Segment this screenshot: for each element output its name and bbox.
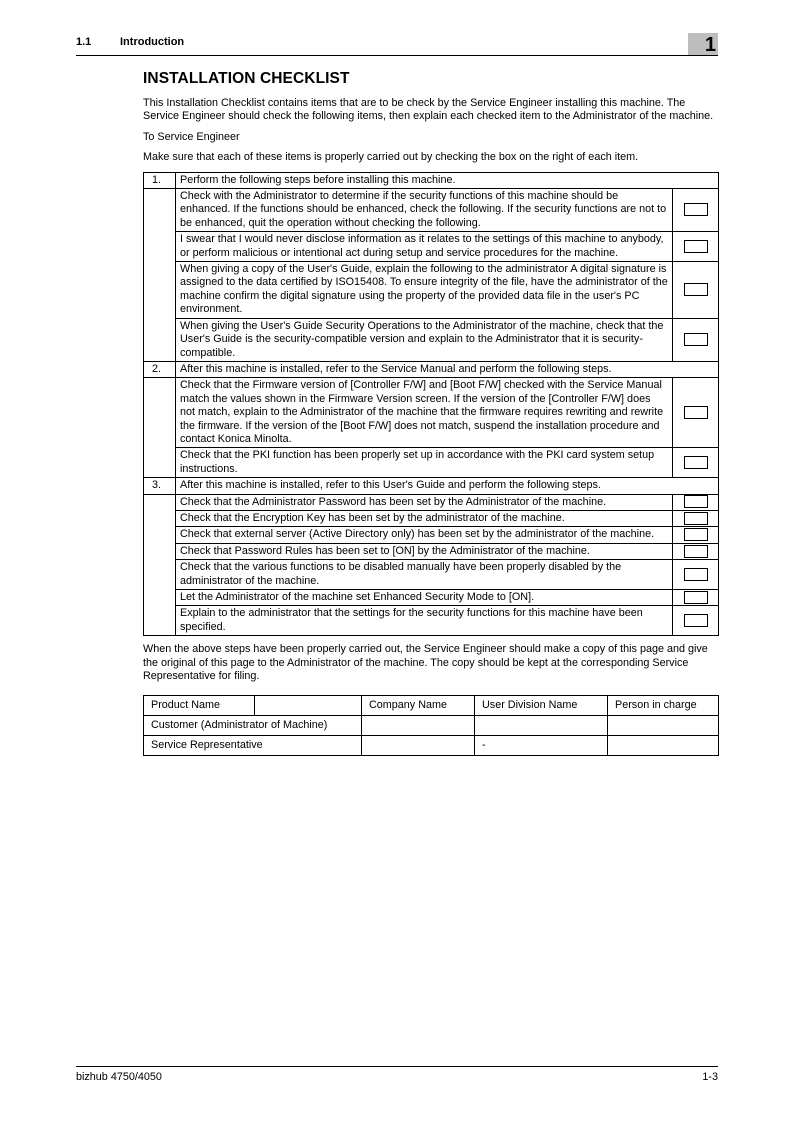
checkbox[interactable] [684,568,708,581]
footer-rule [76,1066,718,1068]
indent-cell [144,189,176,232]
service-rep-division: - [475,736,608,756]
checklist-item [144,318,719,361]
checkbox-cell[interactable] [673,543,719,559]
closing-paragraph: When the above steps have been properly carried out, the Service Engineer should make a copy of this page and give the original of this page to the Administrator of the machine. The copy should be kept at the corresponding Service Representative for filing. [143,643,708,683]
checkbox[interactable] [684,333,708,346]
item-text: Check that the Administrator Password has been set by the Administrator of the machine. [176,494,673,510]
step-number: 1. [144,172,176,188]
checkbox-cell[interactable] [673,510,719,526]
checkbox-cell[interactable] [673,527,719,543]
checklist-item [144,494,719,510]
item-text: Let the Administrator of the machine set Enhanced Security Mode to [ON]. [176,590,673,606]
product-name-value[interactable] [255,696,362,716]
indent-cell [144,510,176,526]
page-title: INSTALLATION CHECKLIST [143,70,350,87]
service-rep-company[interactable] [362,736,475,756]
indent-cell [144,543,176,559]
service-rep-label: Service Representative [144,736,362,756]
step-heading: Perform the following steps before installing this machine. [176,172,719,188]
item-text: Check that external server (Active Directory only) has been set by the administrator of the machine. [176,527,673,543]
indent-cell [144,262,176,319]
step-row [144,478,719,494]
intro-paragraph: This Installation Checklist contains items that are to be check by the Service Engineer installing this machine. The Service Engineer should check the following items, then explain each checked item to the Administrator of the machine. [143,97,714,123]
info-row [144,696,719,716]
customer-person[interactable] [608,716,719,736]
item-text: I swear that I would never disclose information as it relates to the settings of this machine to anybody, or perform malicious or intentional act during setup and service procedures for the machine. [176,232,673,262]
checklist-item [144,590,719,606]
checklist-item [144,543,719,559]
checkbox-cell[interactable] [673,232,719,262]
company-name-label: Company Name [362,696,475,716]
checkbox[interactable] [684,406,708,419]
checkbox-cell[interactable] [673,448,719,478]
checklist-item [144,606,719,636]
page-content [143,70,719,756]
step-number: 2. [144,361,176,377]
item-text: Check that the PKI function has been properly set up in accordance with the PKI card system setup instructions. [176,448,673,478]
section-number: 1.1 [76,36,92,48]
user-division-label: User Division Name [475,696,608,716]
item-text: Check that the Firmware version of [Controller F/W] and [Boot F/W] checked with the Service Manual match the values shown in the Firmware Version screen. If the version of the [Controller F/W] does not match, explain to the Administrator of the machine that the firmware requires rewriting and rewrite the firmware. If the version of the [Boot F/W] does not match, suspend the installation procedure and contact Konica Minolta. [176,378,673,448]
service-rep-person[interactable] [608,736,719,756]
checklist-item [144,560,719,590]
item-text: Check that Password Rules has been set to [ON] by the Administrator of the machine. [176,543,673,559]
section-title: Introduction [120,36,185,48]
item-text: When giving a copy of the User's Guide, explain the following to the administrator A digital signature is assigned to the data certified by ISO15408. To ensure integrity of the file, have the administrator of the machine confirm the digital signature using the property of the provided data file in the user's PC environment. [176,262,673,319]
footer-model: bizhub 4750/4050 [76,1071,162,1083]
customer-label: Customer (Administrator of Machine) [144,716,362,736]
indent-cell [144,527,176,543]
step-number: 3. [144,478,176,494]
info-table [143,695,719,756]
item-text: Check that the various functions to be disabled manually have been properly disabled by the administrator of the machine. [176,560,673,590]
info-row [144,716,719,736]
item-text: When giving the User's Guide Security Operations to the Administrator of the machine, check that the User's Guide is the security-compatible version and explain to the Administrator that it is security-compatible. [176,318,673,361]
person-in-charge-label: Person in charge [608,696,719,716]
indent-cell [144,232,176,262]
checklist-item [144,262,719,319]
checkbox-cell[interactable] [673,606,719,636]
checklist-item [144,189,719,232]
customer-company[interactable] [362,716,475,736]
checklist-item [144,527,719,543]
checkbox[interactable] [684,528,708,541]
checkbox-cell[interactable] [673,590,719,606]
footer-page-number: 1-3 [702,1071,718,1083]
item-text: Check that the Encryption Key has been set by the administrator of the machine. [176,510,673,526]
checklist-item [144,232,719,262]
indent-cell [144,560,176,590]
checkbox-cell[interactable] [673,560,719,590]
product-name-label: Product Name [144,696,255,716]
checkbox-cell[interactable] [673,189,719,232]
checkbox[interactable] [684,614,708,627]
info-row [144,736,719,756]
checkbox-cell[interactable] [673,318,719,361]
customer-division[interactable] [475,716,608,736]
checklist-item [144,448,719,478]
checkbox[interactable] [684,203,708,216]
indent-cell [144,448,176,478]
checkbox[interactable] [684,495,708,508]
to-line: To Service Engineer [143,130,240,143]
checkbox-cell[interactable] [673,262,719,319]
indent-cell [144,494,176,510]
checkbox[interactable] [684,283,708,296]
checkbox-cell[interactable] [673,494,719,510]
checkbox-cell[interactable] [673,378,719,448]
chapter-number: 1 [688,33,718,55]
checkbox[interactable] [684,240,708,253]
checkbox[interactable] [684,545,708,558]
indent-cell [144,590,176,606]
step-row [144,361,719,377]
page-header [76,33,718,56]
step-heading: After this machine is installed, refer to the Service Manual and perform the following steps. [176,361,719,377]
checklist-item [144,510,719,526]
instruction-paragraph: Make sure that each of these items is properly carried out by checking the box on the right of each item. [143,151,639,164]
item-text: Check with the Administrator to determine if the security functions of this machine should be enhanced. If the functions should be enhanced, check the following. If the security functions are not to be enhanced, quit the operation without checking the following. [176,189,673,232]
indent-cell [144,378,176,448]
indent-cell [144,606,176,636]
step-row [144,172,719,188]
checkbox[interactable] [684,512,708,525]
checkbox[interactable] [684,591,708,604]
checkbox[interactable] [684,456,708,469]
indent-cell [144,318,176,361]
item-text: Explain to the administrator that the settings for the security functions for this machine have been specified. [176,606,673,636]
checklist-item [144,378,719,448]
checklist-table [143,172,719,637]
step-heading: After this machine is installed, refer to this User's Guide and perform the following steps. [176,478,719,494]
